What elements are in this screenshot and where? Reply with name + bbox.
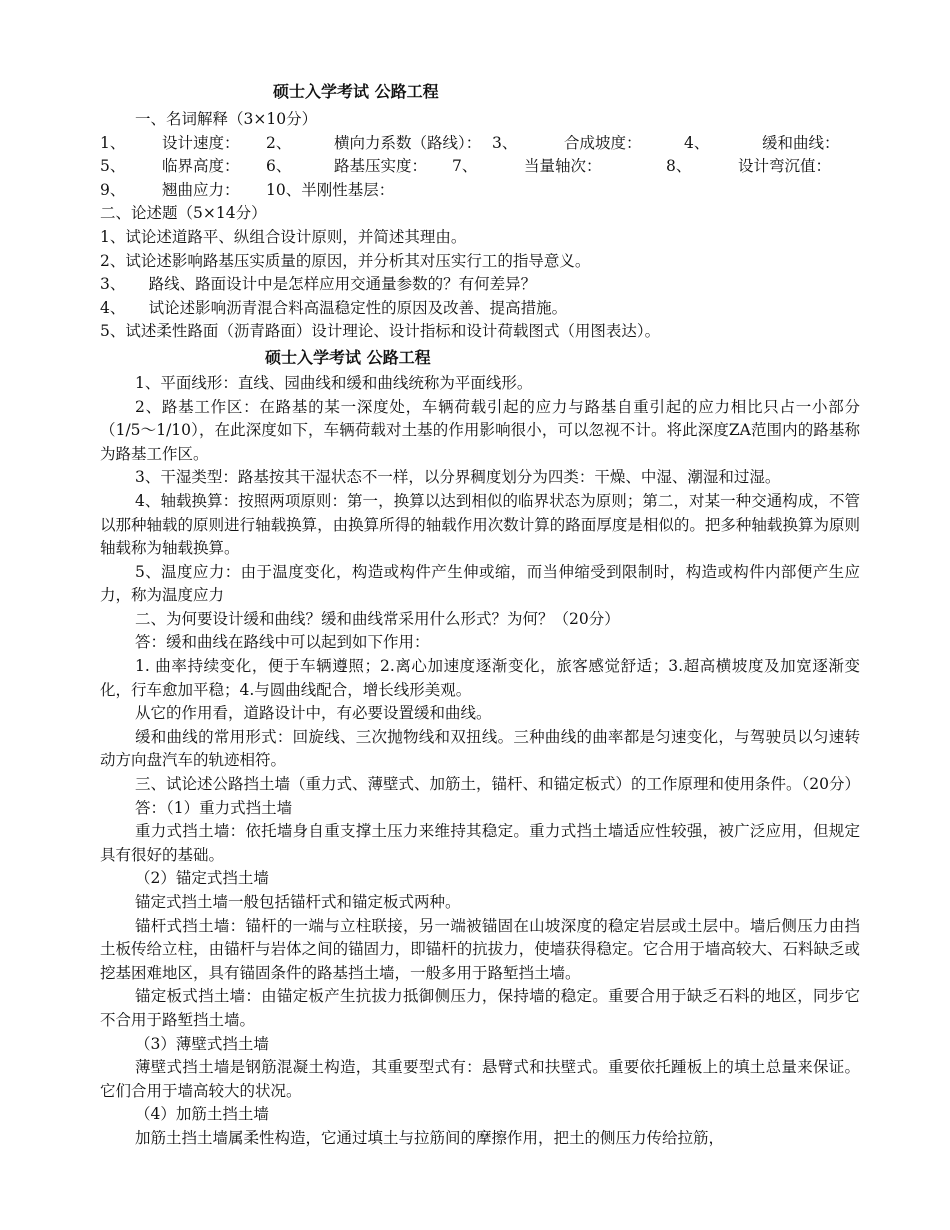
terms-row <box>100 132 860 156</box>
term-text: 路基压实度： <box>334 157 428 176</box>
term-number: 1、 <box>100 133 126 152</box>
section-heading-terms: 一、名词解释（3×10分） <box>135 110 318 128</box>
term-number: 4、 <box>684 133 710 152</box>
answer-paragraph: 从它的作用看，道路设计中，有必要设置缓和曲线。 <box>135 704 492 723</box>
term-number: 5、 <box>100 157 126 176</box>
answer-subheading: （4）加筋土挡土墙 <box>135 1105 269 1124</box>
question-2: 2、试论述影响路基压实质量的原因，并分析其对压实行工的指导意义。 <box>100 251 591 270</box>
section-heading-essay: 二、论述题（5×14分） <box>100 204 267 223</box>
answer-paragraph: 锚定板式挡土墙：由锚定板产生抗拔力抵御侧压力，保持墙的稳定。重要合用于缺乏石料的地区，同步它不合用于路堑挡土墙。 <box>100 987 860 1029</box>
answer-subheading: 答：（1）重力式挡土墙 <box>135 798 293 817</box>
term-text: 临界高度： <box>162 157 240 176</box>
answer-paragraph: 答：缓和曲线在路线中可以起到如下作用： <box>135 633 430 652</box>
term-text: 设计速度： <box>162 133 240 152</box>
exam-title: 硕士入学考试 公路工程 <box>273 82 439 101</box>
term-number: 3、 <box>492 133 518 152</box>
term-text: 10、半刚性基层： <box>266 180 395 199</box>
answer-paragraph: 重力式挡土墙：依托墙身自重支撑土压力来维持其稳定。重力式挡土墙适应性较强，被广泛应用，但规定具有很好的基础。 <box>100 822 860 864</box>
answer-paragraph: 1. 曲率持续变化，便于车辆遵照；2.离心加速度逐渐变化，旅客感觉舒适；3.超高横坡度及加宽逐渐变化，行车愈加平稳；4.与圆曲线配合，增长线形美观。 <box>100 657 860 699</box>
answer-paragraph: 3、干湿类型：路基按其干湿状态不一样，以分界稠度划分为四类：干燥、中湿、潮湿和过湿。 <box>135 468 781 487</box>
question-4: 4、 试论述影响沥青混合料高温稳定性的原因及改善、提高措施。 <box>100 298 568 317</box>
answers-title: 硕士入学考试 公路工程 <box>265 347 431 367</box>
terms-row <box>100 179 860 203</box>
term-number: 9、 <box>100 180 126 199</box>
question-heading: 三、试论述公路挡土墙（重力式、薄壁式、加筋土，锚杆、和锚定板式）的工作原理和使用条件。（20分） <box>135 775 860 794</box>
term-text: 缓和曲线： <box>762 133 840 152</box>
answer-paragraph: 薄壁式挡土墙是钢筋混凝土构造，其重要型式有：悬臂式和扶壁式。重要依托踵板上的填土总量来保证。它们合用于墙高较大的状况。 <box>100 1058 860 1100</box>
term-text: 合成坡度： <box>564 133 642 152</box>
question-heading: 二、为何要设计缓和曲线？缓和曲线常采用什么形式？为何？（20分） <box>135 609 620 628</box>
question-1: 1、试论述道路平、纵组合设计原则，并简述其理由。 <box>100 227 467 246</box>
answer-paragraph: 5、温度应力：由于温度变化，构造或构件产生伸或缩，而当伸缩受到限制时，构造或构件内部便产生应力，称为温度应力 <box>100 562 860 605</box>
answer-paragraph: 锚杆式挡土墙：锚杆的一端与立柱联接，另一端被锚固在山坡深度的稳定岩层或土层中。墙后侧压力由挡土板传给立柱，由锚杆与岩体之间的锚固力，即锚杆的抗拔力，使墙获得稳定。它合用于墙高较大、石料缺乏或挖基困难地区，具有锚固条件的路基挡土墙，一般多用于路堑挡土墙。 <box>100 916 860 982</box>
terms-row <box>100 155 860 179</box>
term-number: 8、 <box>666 157 692 176</box>
question-5: 5、试述柔性路面（沥青路面）设计理论、设计指标和设计荷载图式（用图表达）。 <box>100 322 661 341</box>
answer-subheading: （3）薄壁式挡土墙 <box>135 1034 269 1053</box>
term-number: 2、 <box>266 133 292 152</box>
answer-paragraph: 加筋土挡土墙属柔性构造，它通过填土与拉筋间的摩擦作用，把土的侧压力传给拉筋， <box>135 1128 725 1147</box>
term-text: 横向力系数（路线）： <box>334 133 482 152</box>
answer-paragraph: 4、轴载换算：按照两项原则：第一，换算以达到相似的临界状态为原则；第二，对某一种交通构成，不管以那种轴载的原则进行轴载换算，由换算所得的轴载作用次数计算的路面厚度是相似的。把多种轴载换算为原则轴载称为轴载换算。 <box>100 491 860 558</box>
question-3: 3、 路线、路面设计中是怎样应用交通量参数的？有何差异？ <box>100 275 537 294</box>
answer-paragraph: 锚定式挡土墙一般包括锚杆式和锚定板式两种。 <box>135 893 461 911</box>
term-text: 翘曲应力： <box>162 180 240 199</box>
answer-paragraph: 1、平面线形：直线、园曲线和缓和曲线统称为平面线形。 <box>135 373 533 392</box>
answer-paragraph: 2、路基工作区：在路基的某一深度处，车辆荷载引起的应力与路基自重引起的应力相比只占一小部分（1/5～1/10），在此深度如下，车辆荷载对土基的作用影响很小，可以忽视不计。将此深度ZA范围内的路基称为路基工作区。 <box>100 397 860 463</box>
answer-paragraph: 缓和曲线的常用形式：回旋线、三次抛物线和双扭线。三种曲线的曲率都是匀速变化，与驾驶员以匀速转动方向盘汽车的轨迹相符。 <box>100 727 860 770</box>
term-text: 设计弯沉值： <box>738 157 832 176</box>
document-page <box>100 78 860 1151</box>
term-number: 7、 <box>452 157 478 176</box>
term-number: 6、 <box>266 157 292 176</box>
term-text: 当量轴次： <box>524 157 602 176</box>
answer-subheading: （2）锚定式挡土墙 <box>135 869 269 888</box>
